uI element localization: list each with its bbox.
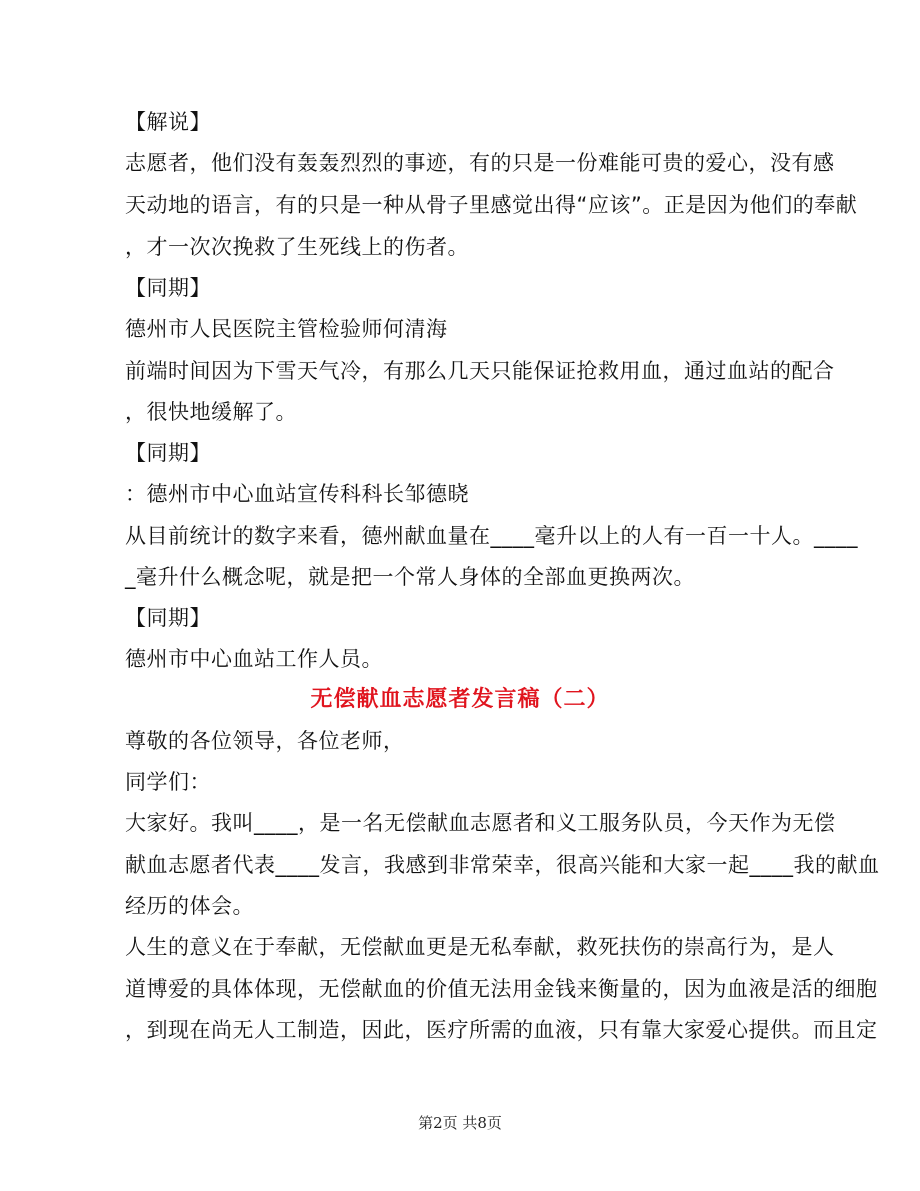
- paragraph-line: 献血志愿者代表____发言，我感到非常荣幸，很高兴能和大家一起____我的献血: [125, 853, 880, 877]
- paragraph-line: 德州市中心血站工作人员。: [125, 647, 383, 671]
- section-title: 无偿献血志愿者发言稿（二）: [310, 687, 610, 712]
- paragraph-line: ，很快地缓解了。: [125, 400, 297, 424]
- paragraph-line: 前端时间因为下雪天气冷，有那么几天只能保证抢救用血，通过血站的配合: [125, 359, 835, 383]
- paragraph-line: 经历的体会。: [125, 894, 254, 918]
- paragraph-line: 人生的意义在于奉献，无偿献血更是无私奉献，救死扶伤的崇高行为，是人: [125, 935, 835, 959]
- heading-jieshuo: 【解说】: [125, 110, 211, 134]
- paragraph-line: ，到现在尚无人工制造，因此，医疗所需的血液，只有靠大家爱心提供。而且定: [125, 1018, 878, 1042]
- paragraph-line: 志愿者，他们没有轰轰烈烈的事迹，有的只是一份难能可贵的爱心，没有感: [125, 151, 835, 175]
- salutation-line: 尊敬的各位领导，各位老师，: [125, 729, 405, 753]
- salutation-line: 同学们：: [125, 770, 211, 794]
- paragraph-line: ：德州市中心血站宣传科科长邹德晓: [125, 482, 469, 506]
- paragraph-line: 大家好。我叫____，是一名无偿献血志愿者和义工服务队员，今天作为无偿: [125, 811, 836, 835]
- paragraph-line: 道博爱的具体体现，无偿献血的价值无法用金钱来衡量的，因为血液是活的细胞: [125, 977, 878, 1001]
- paragraph-line: 从目前统计的数字来看，德州献血量在____毫升以上的人有一百一十人。____: [125, 524, 858, 548]
- paragraph-line: _毫升什么概念呢，就是把一个常人身体的全部血更换两次。: [125, 565, 695, 589]
- heading-tongqi: 【同期】: [125, 441, 211, 465]
- heading-tongqi: 【同期】: [125, 606, 211, 630]
- paragraph-line: ，才一次次挽救了生死线上的伤者。: [125, 235, 469, 259]
- page-footer: 第2页 共8页: [418, 1114, 502, 1132]
- paragraph-line: 天动地的语言，有的只是一种从骨子里感觉出得“应该”。正是因为他们的奉献: [125, 193, 858, 217]
- paragraph-line: 德州市人民医院主管检验师何清海: [125, 317, 448, 341]
- heading-tongqi: 【同期】: [125, 276, 211, 300]
